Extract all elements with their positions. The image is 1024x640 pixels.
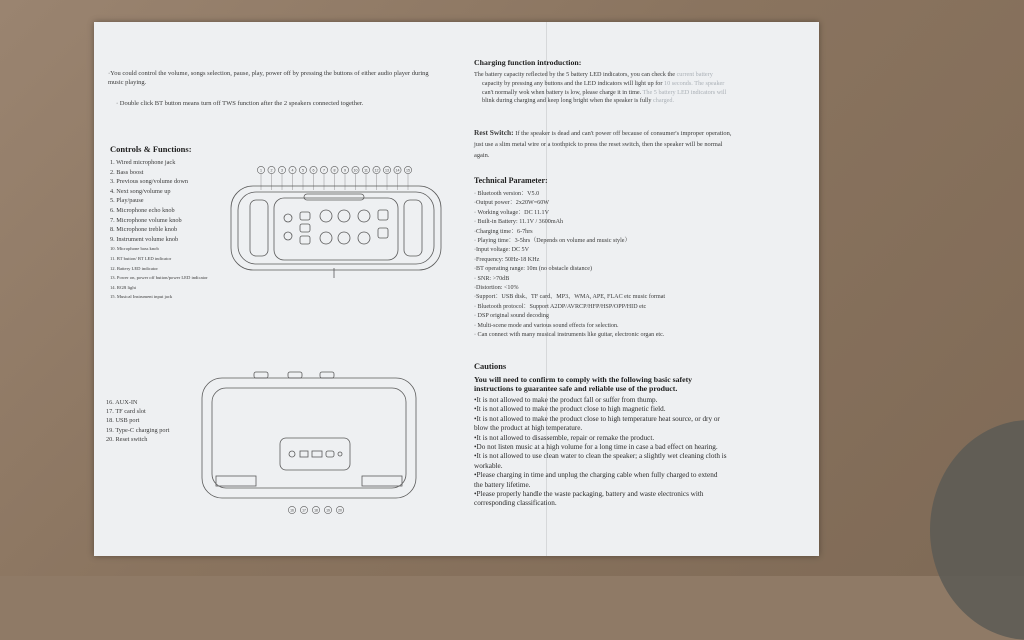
callout-number: 8 [333, 168, 336, 173]
left-rgb-light [250, 200, 268, 256]
charging-line-faded: 10 seconds. The speaker [663, 79, 725, 87]
list-item: · Bluetooth protocol：Support A2DP/AVRCP/HFP/HSP/OPP/HID etc [474, 303, 647, 310]
mic-jack-icon [284, 214, 292, 222]
list-item: ·Support：USB disk、TF card、MP3、WMA, APE, FLAC etc music format [474, 294, 666, 301]
list-item: 17. TF card slot [106, 408, 146, 416]
list-item: •Please properly handle the waste packaging, battery and waste electronics with [474, 490, 704, 499]
bass-knob-icon [358, 210, 370, 222]
list-item: ·BT operating range: 10m (no obstacle distance) [474, 266, 593, 273]
list-item: blow the product at high temperature. [474, 424, 583, 433]
echo-knob-icon [320, 210, 332, 222]
reset-switch-icon [338, 452, 342, 456]
next-button [300, 236, 310, 244]
list-item: · Can connect with many musical instruments like guitar, electronic organ etc. [474, 332, 665, 339]
speaker-body-outline [231, 186, 441, 270]
charging-text [474, 71, 804, 106]
play-pause-knob-icon [358, 232, 370, 244]
callout-group [288, 506, 343, 513]
right-rgb-light [404, 200, 422, 256]
cautions-list [474, 396, 799, 509]
top-foot [254, 372, 268, 378]
instrument-jack-icon [284, 232, 292, 240]
intro-paragraph-2: · Double click BT button means turn off TWS function after the 2 speakers connected together. [116, 100, 364, 107]
top-foot [288, 372, 302, 378]
list-item: · Built-in Battery: 11.1V / 3600mAh [474, 219, 564, 226]
callout-number: 20 [338, 508, 342, 513]
list-item: 9. Instrument volume knob [110, 235, 179, 243]
controls-heading: Controls & Functions: [110, 144, 192, 154]
list-item: 5. Play/pause [110, 197, 144, 205]
list-item: •It is not allowed to disassemble, repair or remake the product. [474, 433, 655, 442]
list-item: 15. Musical Instrument input jack [110, 294, 173, 300]
callout-number: 7 [323, 168, 325, 173]
list-item: •Do not listen music at a high volume for a long time in case a bad effect on hearing. [474, 443, 718, 452]
treble-knob-icon [320, 232, 332, 244]
list-item: · Multi-scene mode and various sound effects for selection. [474, 322, 619, 329]
cautions-sub-line: You will need to confirm to comply with the following basic safety [474, 375, 693, 384]
instrument-knob-icon [338, 232, 350, 244]
bass-boost-button [300, 212, 310, 220]
list-item: 8. Microphone treble knob [110, 226, 178, 234]
callout-number: 18 [314, 508, 318, 513]
port-panel [280, 438, 350, 470]
list-item: 19. Type-C charging port [106, 426, 170, 434]
callout-number: 6 [312, 168, 315, 173]
control-panel [274, 198, 398, 260]
bottom-grille [362, 476, 402, 486]
prev-button [300, 224, 310, 232]
callout-number: 3 [281, 168, 283, 173]
callout-number: 14 [395, 168, 400, 173]
list-item: 10. Microphone bass knob [110, 246, 159, 252]
ports-list [106, 398, 206, 444]
list-item: •It is not allowed to use clean water to clean the speaker; a slightly wet cleaning cloth is [474, 452, 727, 461]
typec-port-icon [326, 451, 334, 457]
power-button [378, 228, 388, 238]
charging-line: blink during charging and keep long bright when the speaker is fully [482, 97, 652, 105]
callout-number: 13 [385, 168, 389, 173]
callout-group [257, 166, 411, 190]
callout-number: 12 [374, 168, 379, 173]
speaker-back-diagram [194, 368, 424, 518]
list-item: 2. Bass boost [110, 168, 144, 176]
charging-line: The battery capacity reflected by the 5 battery LED indicators, you can check the [474, 71, 676, 78]
bottom-grille [216, 476, 256, 486]
list-item: ·Charging time：6-7hrs [474, 228, 533, 235]
list-item: ·Frequency: 50Hz-18 KHz [474, 256, 540, 263]
list-item: 14. RGB light [110, 284, 136, 290]
charging-line: capacity by pressing any buttons and the LED indicators will light up for [482, 79, 663, 87]
tf-slot-icon [300, 451, 308, 457]
list-item: 1. Wired microphone jack [110, 159, 176, 166]
list-item: · Working voltage：DC 11.1V [474, 209, 549, 216]
list-item: workable. [474, 461, 503, 470]
reset-line: just use a slim metal wire or a toothpick to press the reset switch, then the speaker will be normal [474, 141, 723, 148]
handle-top [304, 194, 364, 200]
list-item: · Bluetooth version：V5.0 [474, 191, 540, 197]
manual-sheet [94, 22, 819, 556]
charging-line: can't normally wok when battery is low, please charge it in time. [482, 88, 642, 96]
list-item: 16. AUX-IN [106, 399, 138, 406]
list-item: 6. Microphone echo knob [110, 206, 175, 214]
mic-volume-knob-icon [338, 210, 350, 222]
charging-heading: Charging function introduction: [474, 58, 582, 67]
cautions-subheading [474, 375, 799, 394]
list-item: ·Distortion: <10% [474, 285, 519, 292]
callout-number: 2 [270, 168, 273, 173]
callout-number: 4 [291, 168, 294, 173]
callout-number: 11 [364, 168, 368, 173]
list-item: ·Output power：2x20W=60W [474, 200, 550, 207]
cautions-heading: Cautions [474, 362, 507, 371]
list-item: •It is not allowed to make the product close to high magnetic field. [474, 405, 666, 414]
charging-line-faded: The 5 battery LED indicators will [642, 88, 727, 96]
reset-label: Rest Switch: [474, 128, 514, 137]
list-item: 18. USB port [106, 417, 140, 425]
aux-port-icon [289, 451, 295, 457]
list-item: 13. Power on, power off button/power LED indicator [110, 275, 208, 281]
bt-button [378, 210, 388, 220]
callout-number: 19 [326, 508, 330, 513]
list-item: •It is not allowed to make the product close to high temperature heat source, or dry or [474, 414, 720, 423]
callout-number: 15 [406, 168, 410, 173]
callout-number: 16 [290, 508, 294, 513]
list-item: corresponding classification. [474, 499, 557, 508]
cautions-sub-line: instructions to guarantee safe and reliable use of the product. [474, 384, 678, 394]
list-item: · Playing time：3-5hrs（Depends on volume and music style） [474, 238, 631, 245]
reset-line: If the speaker is dead and can't power off because of consumer's improper operation, [515, 130, 732, 137]
usb-port-icon [312, 451, 322, 457]
speaker-top-diagram [204, 158, 464, 318]
list-item: ·Input voltage: DC 5V [474, 247, 530, 254]
tech-params-list [474, 190, 804, 341]
callout-number: 10 [353, 168, 358, 173]
intro-paragraph-1: ·You could control the volume, songs selection, pause, play, power off by pressing the buttons of either audio player during music playing. [108, 70, 429, 86]
callout-number: 1 [260, 168, 262, 173]
tech-heading: Technical Parameter: [474, 176, 548, 185]
reset-line: again. [474, 152, 490, 159]
charging-line-faded: charged. [653, 97, 675, 105]
list-item: 7. Microphone volume knob [110, 216, 182, 224]
list-item: 12. Battery LED indicator [110, 265, 158, 271]
list-item: 11. BT button/ BT LED indicator [110, 255, 172, 261]
list-item: •Please charging in time and unplug the charging cable when fully charged to extend [474, 471, 718, 480]
list-item: 4. Next song/volume up [110, 187, 171, 195]
list-item: · DSP original sound decoding [474, 313, 549, 320]
callout-number: 17 [302, 508, 306, 513]
top-foot [320, 372, 334, 378]
list-item: •It is not allowed to make the product fall or suffer from thump. [474, 396, 658, 404]
callout-number: 9 [344, 168, 346, 173]
callout-number: 5 [302, 168, 304, 173]
list-item: the battery lifetime. [474, 480, 531, 489]
list-item: · SNR: >70dB [474, 275, 510, 282]
reset-paragraph [474, 127, 804, 161]
list-item: 20. Reset switch [106, 435, 148, 443]
list-item: 3. Previous song/volume down [110, 178, 189, 186]
charging-line-faded: current battery [676, 71, 713, 78]
